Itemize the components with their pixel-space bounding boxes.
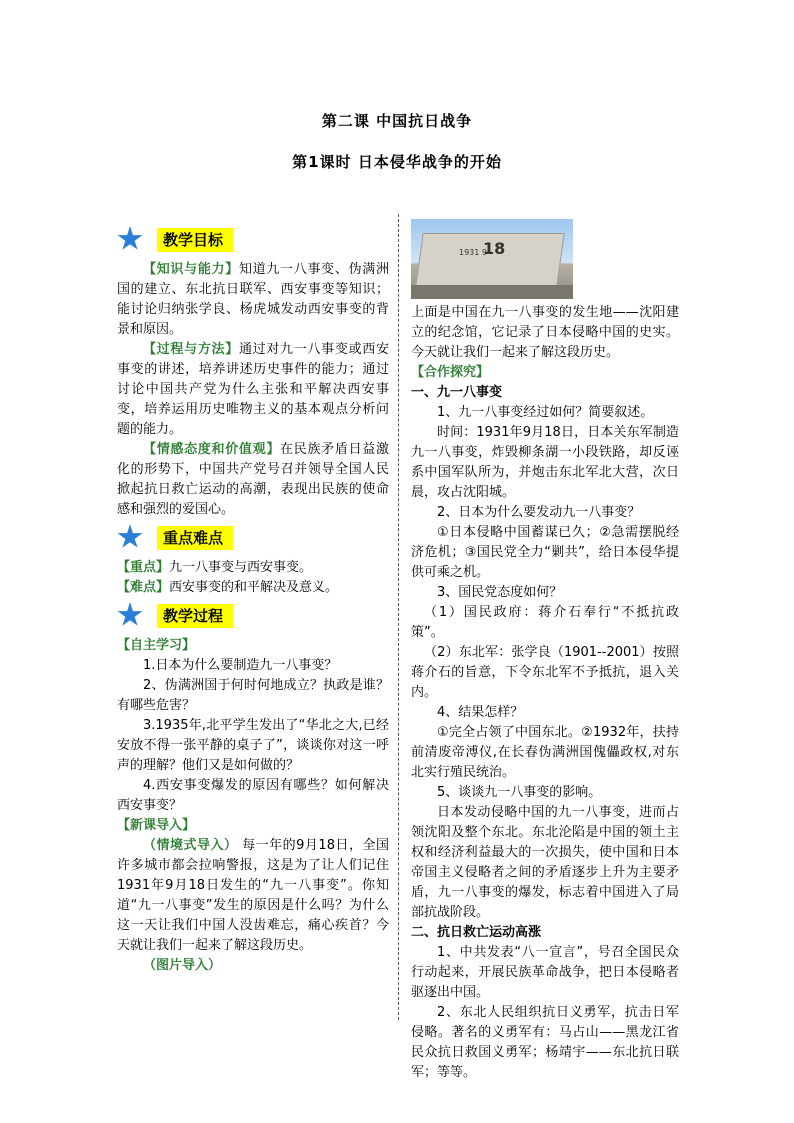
- photo-description: 上面是中国在九一八事变的发生地——沈阳建立的纪念馆，它记录了日本侵略中国的史实。今天就让我们一起来了解这段历史。: [411, 305, 679, 360]
- left-column: [117, 222, 389, 976]
- item-4-answer: ①完全占领了中国东北。②1932年，扶持前清废帝溥仪,在长春伪满洲国傀儡政权,对东北实行殖民统治。: [411, 725, 679, 780]
- section-heading: 教学目标: [157, 228, 233, 252]
- item-2-answer: ①日本侵略中国蓄谋已久；②急需摆脱经济危机；③国民党全力“剿共”，给日本侵华提供可乘之机。: [411, 525, 679, 580]
- section-process: [117, 602, 389, 632]
- question-2: 2、伪满洲国于何时何地成立？执政是谁？有哪些危害？: [117, 678, 389, 713]
- item-1: 1、九一八事变经过如何？简要叙述。: [437, 405, 654, 420]
- lesson-subtitle: 第1课时 日本侵华战争的开始: [292, 153, 502, 171]
- paragraph-key: 【重点】九一八事变与西安事变。: [117, 560, 313, 575]
- section-heading: 教学过程: [157, 604, 233, 628]
- item-3-answer-a: （1）国民政府：蒋介石奉行“不抵抗政策”。: [411, 605, 679, 640]
- column-divider: [398, 214, 399, 1020]
- subsection-2-title: 二、抗日救亡运动高涨: [411, 925, 542, 940]
- item-4: 4、结果怎样？: [437, 705, 524, 720]
- star-icon: [117, 602, 143, 628]
- scene-paragraph: （情境式导入） 每一年的9月18日，全国许多城市都会拉响警报，这是为了让人们记住1931年9月18日发生的“九一八事变”。你知道“九一八事变”发生的原因是什么吗？为什么这一天让我们中国人没齿难忘，痛心疾首？今天就让我们一起来了解这段历史。: [117, 838, 389, 953]
- question-3: 3.1935年,北平学生发出了“华北之大,已经安放不得一张平静的桌子了”，谈谈你对这一呼声的理解？他们又是如何做的？: [117, 718, 389, 773]
- intro-label: 【新课导入】: [117, 818, 196, 833]
- paragraph-difficulty: 【难点】西安事变的和平解决及意义。: [117, 580, 339, 595]
- item-2: 2、日本为什么要发动九一八事变？: [437, 505, 641, 520]
- item-7: 2、东北人民组织抗日义勇军，抗击日军侵略。著名的义勇军有：马占山——黑龙江省民众抗日救国义勇军；杨靖宇——东北抗日联军；等等。: [411, 1005, 679, 1080]
- question-1: 1.日本为什么要制造九一八事变？: [143, 658, 338, 673]
- memorial-photo: [411, 219, 573, 299]
- paragraph-emotion: 【情感态度和价值观】在民族矛盾日益激化的形势下，中国共产党号召并领导全国人民掀起抗日救亡运动的高潮，表现出民族的使命感和强烈的爱国心。: [117, 442, 389, 517]
- star-icon: [117, 226, 143, 252]
- right-column: [411, 219, 679, 1083]
- section-goals: [117, 226, 389, 256]
- paragraph-knowledge: 【知识与能力】知道九一八事变、伪满洲国的建立、东北抗日联军、西安事变等知识；能讨论归纳张学良、杨虎城发动西安事变的背景和原因。: [117, 262, 389, 337]
- section-heading: 重点难点: [157, 526, 233, 550]
- question-4: 4.西安事变爆发的原因有哪些？如何解决西安事变？: [117, 778, 389, 813]
- lesson-title: 第二课 中国抗日战争: [321, 112, 473, 130]
- item-6: 1、中共发表“八一宣言”，号召全国民众行动起来，开展民族革命战争，把日本侵略者驱逐出中国。: [411, 945, 679, 1000]
- photo-ground: [411, 285, 573, 299]
- subsection-1-title: 一、九一八事变: [411, 385, 503, 400]
- self-study-label: 【自主学习】: [117, 638, 196, 653]
- item-3-answer-b: （2）东北军：张学良（1901--2001）按照蒋介石的旨意，下令东北军不予抵抗，退入关内。: [411, 645, 679, 700]
- photo-date: 1931 9: [459, 248, 487, 257]
- section-key: [117, 524, 389, 554]
- item-1-answer: 时间：1931年9月18日，日本关东军制造九一八事变，炸毁柳条湖一小段铁路，却反诬系中国军队所为，并炮击东北军北大营，次日晨，攻占沈阳城。: [411, 425, 679, 500]
- item-5: 5、谈谈九一八事变的影响。: [437, 785, 602, 800]
- item-3: 3、国民党态度如何？: [437, 585, 563, 600]
- star-icon: [117, 524, 143, 550]
- paragraph-process: 【过程与方法】通过对九一八事变或西安事变的讲述，培养讲述历史事件的能力；通过讨论中国共产党为什么主张和平解决西安事变，培养运用历史唯物主义的基本观点分析问题的能力。: [117, 342, 389, 437]
- photo-number: 18: [483, 239, 506, 258]
- item-5-answer: 日本发动侵略中国的九一八事变，进而占领沈阳及整个东北。东北沦陷是中国的领土主权和经济利益最大的一次损失，使中国和日本帝国主义侵略者之间的矛盾逐步上升为主要矛盾，九一八事变的爆发，标志着中国进入了局部抗战阶段。: [411, 805, 679, 920]
- coop-label: 【合作探究】: [411, 365, 490, 380]
- picture-intro-label: （图片导入）: [143, 958, 222, 973]
